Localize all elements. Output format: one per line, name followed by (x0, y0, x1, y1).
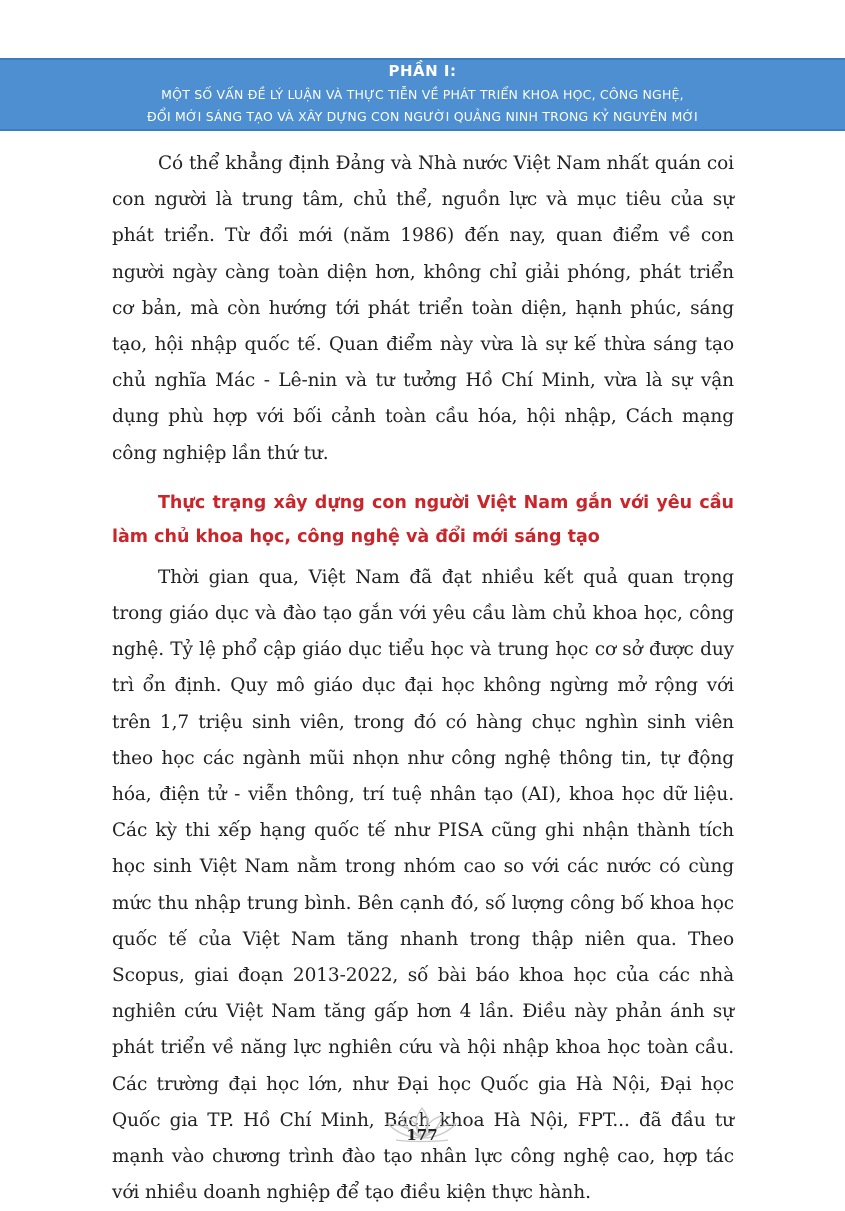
chapter-header-band (0, 58, 845, 131)
part-title: PHẦN I: (388, 62, 457, 80)
section-heading: Thực trạng xây dựng con người Việt Nam gắn với yêu cầu làm chủ khoa học, công nghệ và đổi mới sáng tạo (112, 492, 734, 547)
page-footer (372, 1104, 472, 1164)
chapter-subtitle-line-2: ĐỔI MỚI SÁNG TẠO VÀ XÂY DỰNG CON NGƯỜI QUẢNG NINH TRONG KỶ NGUYÊN MỚI (147, 109, 698, 124)
page-number: 177 (406, 1126, 438, 1144)
chapter-subtitle-line-1: MỘT SỐ VẤN ĐỀ LÝ LUẬN VÀ THỰC TIỄN VỀ PHÁT TRIỂN KHOA HỌC, CÔNG NGHỆ, (161, 87, 684, 102)
body-paragraph-1: Có thể khẳng định Đảng và Nhà nước Việt Nam nhất quán coi con người là trung tâm, chủ thể, nguồn lực và mục tiêu của sự phát triển. Từ đổi mới (năm 1986) đến nay, quan điểm về con người ngày càng toàn diện hơn, không chỉ giải phóng, phát triển cơ bản, mà còn hướng tới phát triển toàn diện, hạnh phúc, sáng tạo, hội nhập quốc tế. Quan điểm này vừa là sự kế thừa sáng tạo chủ nghĩa Mác - Lê-nin và tư tưởng Hồ Chí Minh, vừa là sự vận dụng phù hợp với bối cảnh toàn cầu hóa, hội nhập, Cách mạng công nghiệp lần thứ tư. (112, 153, 734, 464)
body-paragraph-2: Thời gian qua, Việt Nam đã đạt nhiều kết quả quan trọng trong giáo dục và đào tạo gắn với yêu cầu làm chủ khoa học, công nghệ. Tỷ lệ phổ cập giáo dục tiểu học và trung học cơ sở được duy trì ổn định. Quy mô giáo dục đại học không ngừng mở rộng với trên 1,7 triệu sinh viên, trong đó có hàng chục nghìn sinh viên theo học các ngành mũi nhọn như công nghệ thông tin, tự động hóa, điện tử - viễn thông, trí tuệ nhân tạo (AI), khoa học dữ liệu. Các kỳ thi xếp hạng quốc tế như PISA cũng ghi nhận thành tích học sinh Việt Nam nằm trong nhóm cao so với các nước có cùng mức thu nhập trung bình. Bên cạnh đó, số lượng công bố khoa học quốc tế của Việt Nam tăng nhanh trong thập niên qua. Theo Scopus, giai đoạn 2013-2022, số bài báo khoa học của các nhà nghiên cứu Việt Nam tăng gấp hơn 4 lần. Điều này phản ánh sự phát triển về năng lực nghiên cứu và hội nhập khoa học toàn cầu. Các trường đại học lớn, như Đại học Quốc gia Hà Nội, Đại học Quốc gia TP. Hồ Chí Minh, Bách khoa Hà Nội, FPT... đã đầu tư mạnh vào chương trình đào tạo nhân lực công nghệ cao, hợp tác với nhiều doanh nghiệp để tạo điều kiện thực hành. (112, 566, 734, 1204)
page-body (112, 146, 734, 1211)
